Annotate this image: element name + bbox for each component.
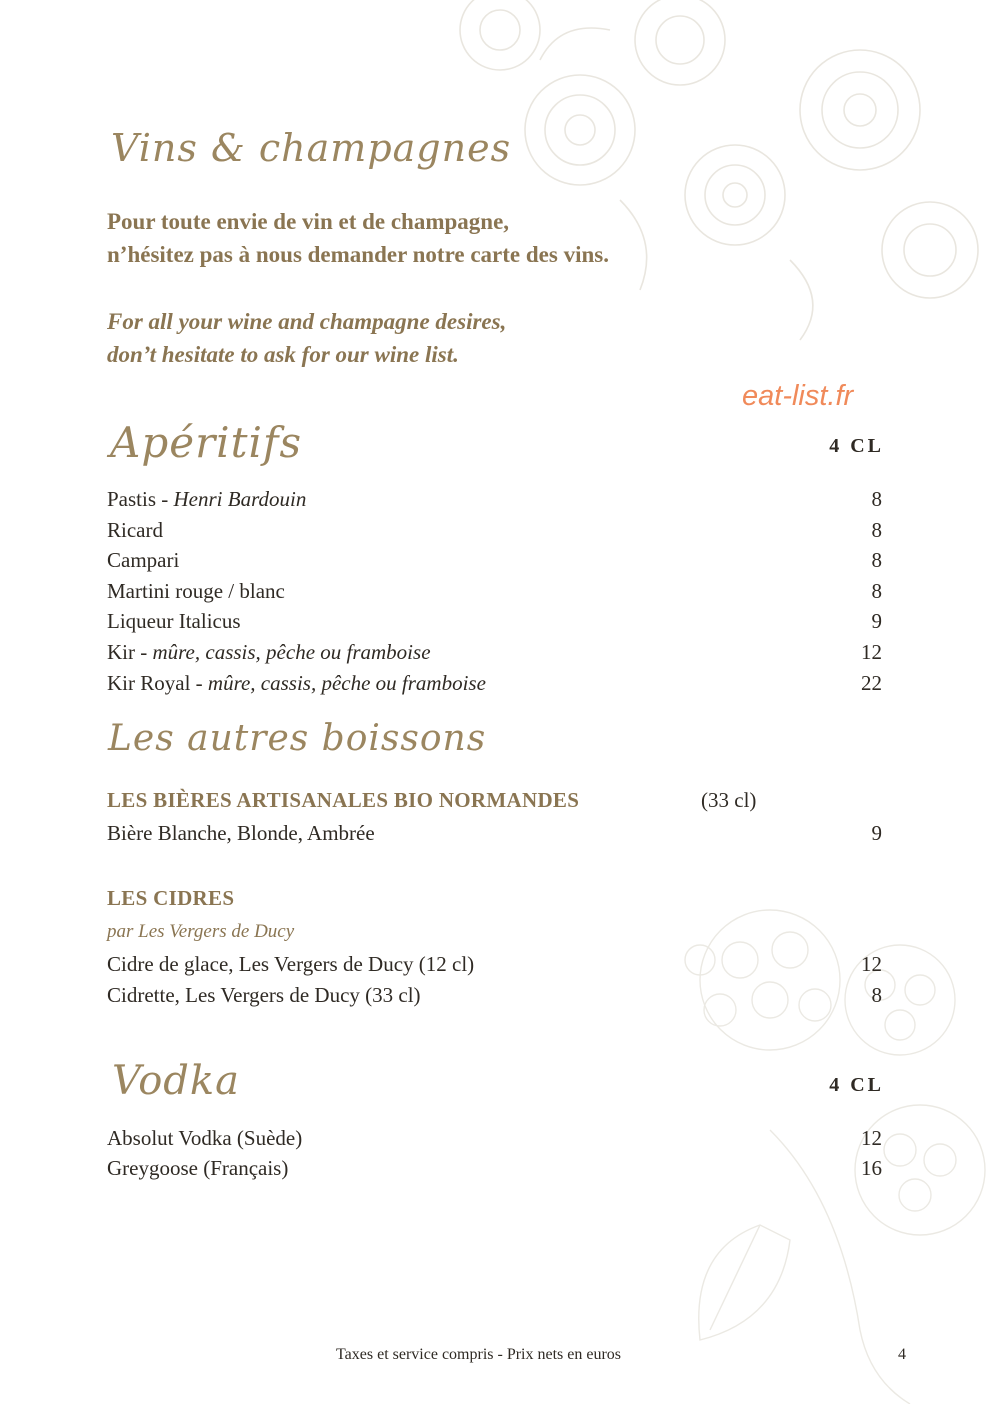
menu-item-name: Liqueur Italicus (107, 609, 241, 633)
menu-item-price: 9 (871, 821, 882, 845)
page-number: 4 (898, 1346, 906, 1363)
aperitifs-section-title: Apéritifs (110, 418, 302, 467)
menu-item-name: Cidre de glace, Les Vergers de Ducy (12 cl) (107, 952, 475, 976)
vins-french-line-1: Pour toute envie de vin et de champagne, (107, 209, 510, 234)
menu-item (107, 576, 882, 606)
menu-item-separator: - (190, 671, 208, 695)
menu-item-price: 12 (861, 1126, 882, 1150)
menu-item-price: 12 (861, 952, 882, 976)
autres-section-title: Les autres boissons (108, 718, 487, 759)
menu-item-name: Kir Royal (107, 671, 191, 695)
menu-item-separator: - (156, 487, 174, 511)
menu-item (107, 637, 882, 667)
vins-section-title: Vins & champagnes (111, 126, 512, 170)
menu-item-price: 16 (861, 1156, 882, 1180)
vins-english-line-1: For all your wine and champagne desires, (107, 309, 507, 334)
vodka-unit-label: 4 CL (829, 1074, 884, 1096)
footer-note: Taxes et service compris - Prix nets en euros (336, 1346, 622, 1363)
menu-item-name: Greygoose (Français) (107, 1156, 289, 1180)
menu-item-name: Cidrette, Les Vergers de Ducy (33 cl) (107, 983, 421, 1007)
menu-item-name: Campari (107, 548, 180, 572)
menu-item-name: Absolut Vodka (Suède) (107, 1126, 303, 1150)
menu-item-separator: - (135, 640, 153, 664)
menu-item-detail: mûre, cassis, pêche ou framboise (207, 671, 486, 695)
menu-item-price: 12 (861, 640, 882, 664)
menu-item (107, 668, 882, 698)
menu-item-name-wrap (107, 637, 431, 667)
menu-item-name: Martini rouge / blanc (107, 579, 285, 603)
menu-item-price: 8 (871, 487, 882, 511)
menu-item (107, 818, 882, 848)
cidres-heading: LES CIDRES (107, 886, 235, 910)
vins-english-line-2: don’t hesitate to ask for our wine list. (107, 342, 459, 367)
menu-item-price: 8 (871, 518, 882, 542)
menu-item-price: 8 (871, 579, 882, 603)
menu-item (107, 1153, 882, 1183)
menu-item (107, 606, 882, 636)
vins-french-line-2: n’hésitez pas à nous demander notre carte des vins. (107, 242, 609, 267)
menu-item (107, 545, 882, 575)
menu-item-price: 8 (871, 983, 882, 1007)
menu-item (107, 484, 882, 514)
flower-illustration-top-right (460, 0, 978, 340)
menu-item-price: 22 (861, 671, 882, 695)
menu-item-name: Pastis (107, 487, 157, 511)
aperitifs-unit-label: 4 CL (829, 435, 884, 457)
menu-item-price: 8 (871, 548, 882, 572)
menu-item-detail: mûre, cassis, pêche ou framboise (152, 640, 431, 664)
menu-item-name: Bière Blanche, Blonde, Ambrée (107, 821, 375, 845)
menu-item (107, 949, 882, 979)
menu-item-name-wrap (107, 484, 306, 514)
menu-item-name: Kir (107, 640, 135, 664)
menu-item-price: 9 (871, 609, 882, 633)
watermark: eat-list.fr (742, 380, 854, 412)
cidres-subheading: par Les Vergers de Ducy (107, 921, 295, 942)
menu-item-name: Ricard (107, 518, 163, 542)
menu-item (107, 515, 882, 545)
menu-item-detail: Henri Bardouin (173, 487, 307, 511)
vodka-section-title: Vodka (112, 1058, 240, 1104)
menu-item (107, 1123, 882, 1153)
bieres-volume: (33 cl) (701, 788, 757, 812)
bieres-heading: LES BIÈRES ARTISANALES BIO NORMANDES (107, 788, 580, 812)
menu-item-name-wrap (107, 668, 486, 698)
menu-item (107, 980, 882, 1010)
